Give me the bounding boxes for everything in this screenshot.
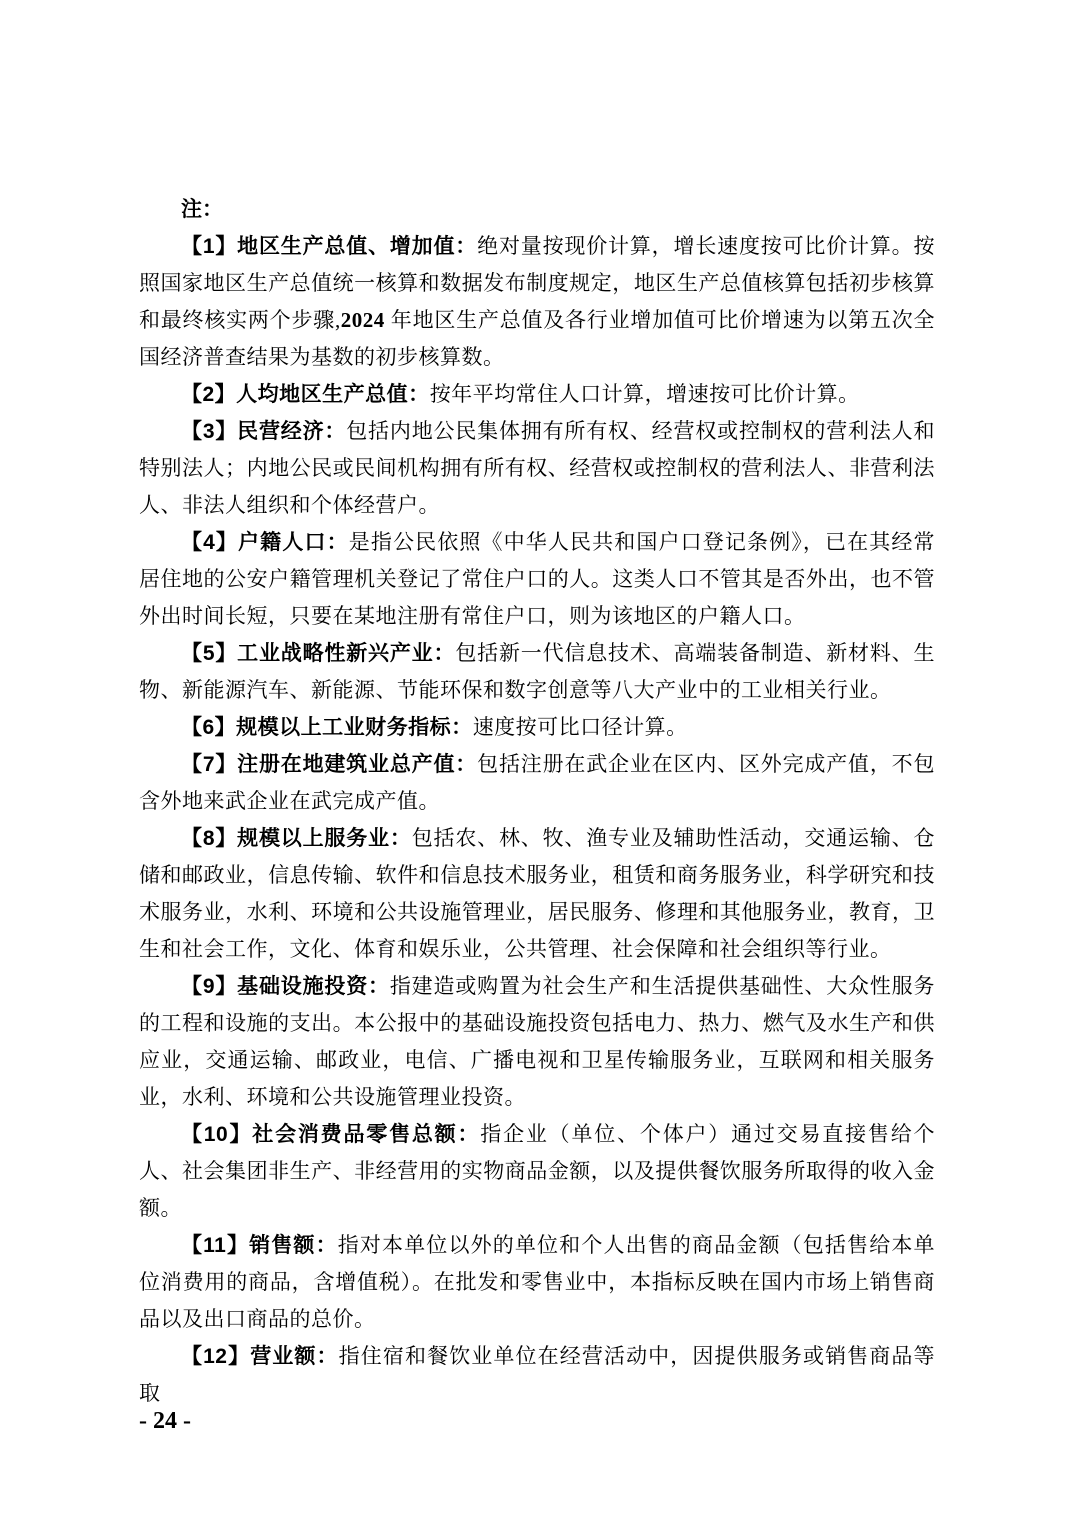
note-text: 指企业（单位、个体户）通过交易直接售给个人、社会集团非生产、非经营用的实物商品金额，以及提供餐饮服务所取得的收入金额。 — [139, 1122, 936, 1220]
notes-heading: 注： — [181, 198, 223, 221]
note-text: 包括注册在武企业在区内、区外完成产值，不包含外地来武企业在武完成产值。 — [139, 752, 935, 813]
note-paragraph — [139, 413, 935, 524]
note-paragraph — [139, 1227, 935, 1338]
note-label: 【6】规模以上工业财务指标： — [181, 716, 473, 739]
note-label: 【8】规模以上服务业： — [181, 827, 412, 850]
note-text: 是指公民依照《中华人民共和国户口登记条例》，已在其经常居住地的公安户籍管理机关登记了常住户口的人。这类人口不管其是否外出，也不管外出时间长短，只要在某地注册有常住户口，则为该地区的户籍人口。 — [139, 530, 935, 628]
note-label: 【2】人均地区生产总值： — [181, 383, 430, 406]
note-text: 绝对量按现价计算，增长速度按可比价计算。按照国家地区生产总值统一核算和数据发布制度规定，地区生产总值核算包括初步核算和最终核实两个步骤, — [139, 234, 935, 332]
note-label: 【10】社会消费品零售总额： — [181, 1123, 481, 1146]
note-paragraph — [139, 709, 935, 746]
note-paragraph — [139, 1116, 935, 1227]
note-paragraph — [139, 524, 935, 635]
note-label: 【7】注册在地建筑业总产值： — [181, 753, 478, 776]
note-paragraph — [139, 228, 935, 376]
note-label: 【12】营业额： — [181, 1345, 339, 1368]
note-label: 【9】基础设施投资： — [181, 975, 390, 998]
note-text: 指对本单位以外的单位和个人出售的商品金额（包括售给本单位消费用的商品，含增值税）。在批发和零售业中，本指标反映在国内市场上销售商品以及出口商品的总价。 — [139, 1233, 935, 1331]
note-text: 2024 — [340, 308, 385, 332]
note-paragraph — [139, 635, 935, 709]
note-paragraph — [139, 746, 935, 820]
note-text: 包括农、林、牧、渔专业及辅助性活动，交通运输、仓储和邮政业，信息传输、软件和信息技术服务业，租赁和商务服务业，科学研究和技术服务业，水利、环境和公共设施管理业，居民服务、修理和其他服务业，教育，卫生和社会工作，文化、体育和娱乐业，公共管理、社会保障和社会组织等行业。 — [139, 826, 935, 961]
note-paragraph — [139, 1338, 935, 1412]
note-paragraph — [139, 968, 935, 1116]
note-paragraph — [139, 376, 935, 413]
note-label: 【5】工业战略性新兴产业： — [181, 642, 456, 665]
note-text: 包括新一代信息技术、高端装备制造、新材料、生物、新能源汽车、新能源、节能环保和数字创意等八大产业中的工业相关行业。 — [139, 641, 935, 702]
note-label: 【4】户籍人口： — [181, 531, 349, 554]
note-text: 包括内地公民集体拥有所有权、经营权或控制权的营利法人和特别法人；内地公民或民间机构拥有所有权、经营权或控制权的营利法人、非营利法人、非法人组织和个体经营户。 — [139, 419, 936, 517]
note-text: 指建造或购置为社会生产和生活提供基础性、大众性服务的工程和设施的支出。本公报中的基础设施投资包括电力、热力、燃气及水生产和供应业，交通运输、邮政业，电信、广播电视和卫星传输服务业，互联网和相关服务业，水利、环境和公共设施管理业投资。 — [139, 974, 935, 1109]
notes-list — [139, 228, 935, 1412]
page-number: - 24 - — [139, 1408, 191, 1434]
note-text: 年地区生产总值及各行业增加值可比价增速为以第五次全国经济普查结果为基数的初步核算数。 — [139, 308, 935, 369]
note-text: 指住宿和餐饮业单位在经营活动中，因提供服务或销售商品等取 — [139, 1344, 936, 1405]
note-paragraph — [139, 820, 935, 968]
note-label: 【1】地区生产总值、增加值： — [181, 235, 478, 258]
note-text: 速度按可比口径计算。 — [472, 715, 688, 739]
note-label: 【3】民营经济： — [181, 420, 347, 443]
notes-section — [139, 191, 935, 1412]
note-text: 按年平均常住人口计算，增速按可比价计算。 — [429, 382, 860, 406]
note-label: 【11】销售额： — [181, 1234, 338, 1257]
